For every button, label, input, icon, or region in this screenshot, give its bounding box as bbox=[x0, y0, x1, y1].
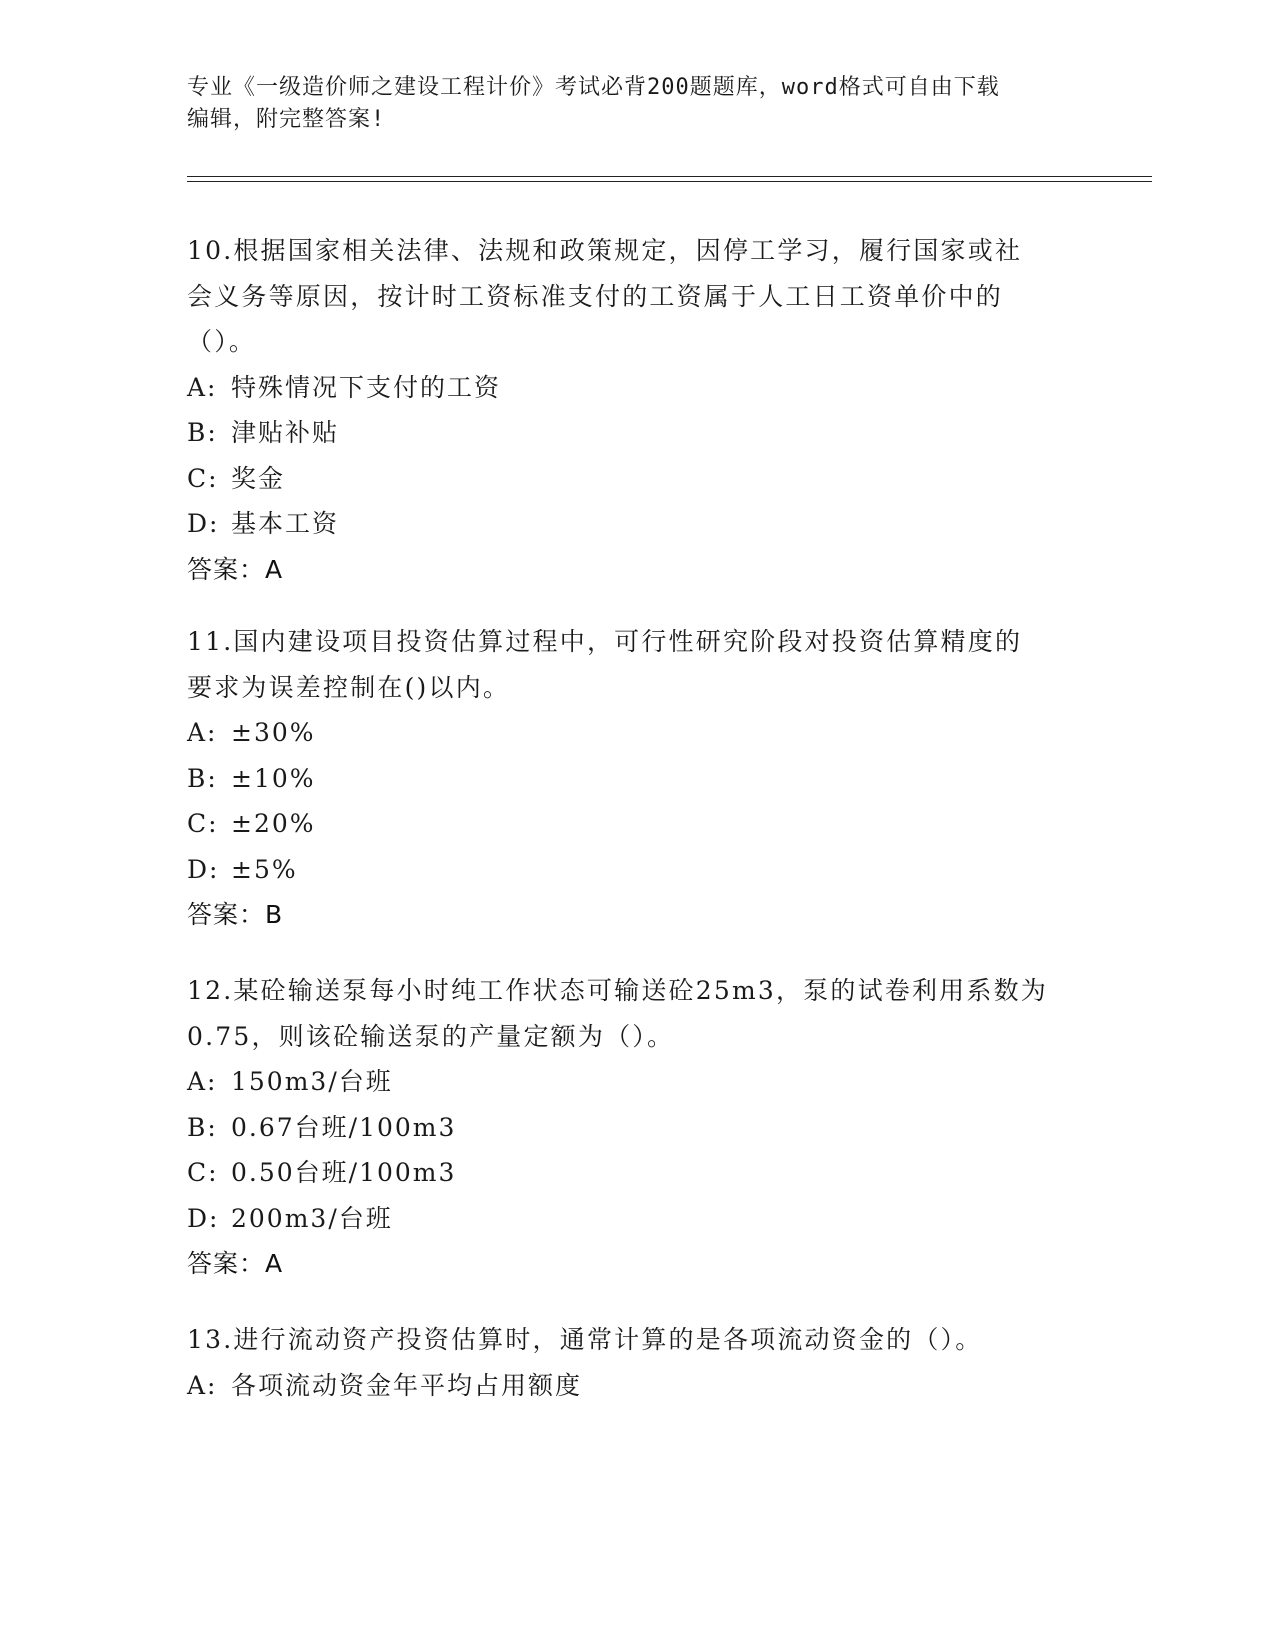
question-11-line-1: 11.国内建设项目投资估算过程中，可行性研究阶段对投资估算精度的 bbox=[187, 627, 1023, 656]
option-letter: D: bbox=[187, 854, 220, 884]
question-10-line-2: 会义务等原因，按计时工资标准支付的工资属于人工日工资单价中的 bbox=[187, 281, 1004, 311]
question-11-option-b bbox=[187, 756, 1087, 802]
option-letter: C: bbox=[187, 463, 219, 493]
question-10-option-a bbox=[187, 365, 1087, 411]
question-10-option-c bbox=[187, 456, 1087, 502]
header-divider-top bbox=[187, 176, 1152, 177]
question-10-option-b bbox=[187, 410, 1087, 456]
option-text: ±5% bbox=[231, 854, 298, 884]
option-text: ±30% bbox=[231, 718, 316, 747]
option-text: ±20% bbox=[231, 809, 316, 838]
option-letter: D: bbox=[187, 1203, 220, 1233]
option-letter: C: bbox=[187, 1158, 219, 1187]
header-divider-bottom bbox=[187, 181, 1152, 182]
option-letter: A: bbox=[187, 1067, 218, 1096]
question-10-line-1: 10.根据国家相关法律、法规和政策规定，因停工学习，履行国家或社 bbox=[187, 236, 1023, 265]
question-10-option-d bbox=[187, 501, 1087, 547]
question-11 bbox=[187, 619, 1087, 938]
question-13-line-1: 13.进行流动资产投资估算时，通常计算的是各项流动资金的（）。 bbox=[187, 1325, 983, 1354]
question-12-option-c bbox=[187, 1150, 1087, 1196]
option-letter: C: bbox=[187, 809, 219, 838]
question-10-line-3: （）。 bbox=[187, 327, 257, 356]
question-12 bbox=[187, 968, 1087, 1287]
question-11-answer: 答案：B bbox=[187, 900, 284, 929]
question-13-option-a bbox=[187, 1363, 1087, 1409]
option-letter: A: bbox=[187, 372, 218, 402]
question-10 bbox=[187, 228, 1087, 592]
question-11-option-a bbox=[187, 710, 1087, 756]
option-text: 基本工资 bbox=[231, 509, 340, 538]
option-letter: B: bbox=[187, 418, 218, 447]
option-text: 0.67台班/100m3 bbox=[231, 1112, 457, 1142]
option-text: 各项流动资金年平均占用额度 bbox=[231, 1370, 583, 1400]
option-letter: A: bbox=[187, 718, 218, 747]
document-header bbox=[187, 72, 1067, 136]
option-letter: D: bbox=[187, 509, 220, 538]
header-line-1: 专业《一级造价师之建设工程计价》考试必背200题题库，word格式可自由下载 bbox=[187, 75, 1000, 100]
option-text: 200m3/台班 bbox=[231, 1203, 393, 1233]
question-11-option-d bbox=[187, 847, 1087, 893]
option-text: 特殊情况下支付的工资 bbox=[231, 372, 502, 402]
question-12-line-1: 12.某砼输送泵每小时纯工作状态可输送砼25m3，泵的试卷利用系数为 bbox=[187, 976, 1048, 1005]
option-text: ±10% bbox=[231, 763, 316, 793]
question-12-answer: 答案：A bbox=[187, 1249, 284, 1278]
question-13 bbox=[187, 1317, 1087, 1408]
option-text: 0.50台班/100m3 bbox=[231, 1158, 457, 1187]
question-12-option-d bbox=[187, 1196, 1087, 1242]
question-11-line-2: 要求为误差控制在()以内。 bbox=[187, 672, 511, 702]
option-text: 150m3/台班 bbox=[231, 1067, 393, 1096]
option-letter: A: bbox=[187, 1370, 218, 1400]
header-line-2: 编辑，附完整答案! bbox=[187, 107, 386, 132]
option-text: 奖金 bbox=[231, 463, 286, 493]
question-12-option-b bbox=[187, 1105, 1087, 1151]
question-12-option-a bbox=[187, 1059, 1087, 1105]
option-text: 津贴补贴 bbox=[231, 418, 340, 447]
option-letter: B: bbox=[187, 763, 218, 793]
question-12-line-2: 0.75，则该砼输送泵的产量定额为（）。 bbox=[187, 1021, 675, 1051]
question-11-option-c bbox=[187, 801, 1087, 847]
question-10-answer: 答案：A bbox=[187, 554, 284, 584]
option-letter: B: bbox=[187, 1112, 218, 1142]
